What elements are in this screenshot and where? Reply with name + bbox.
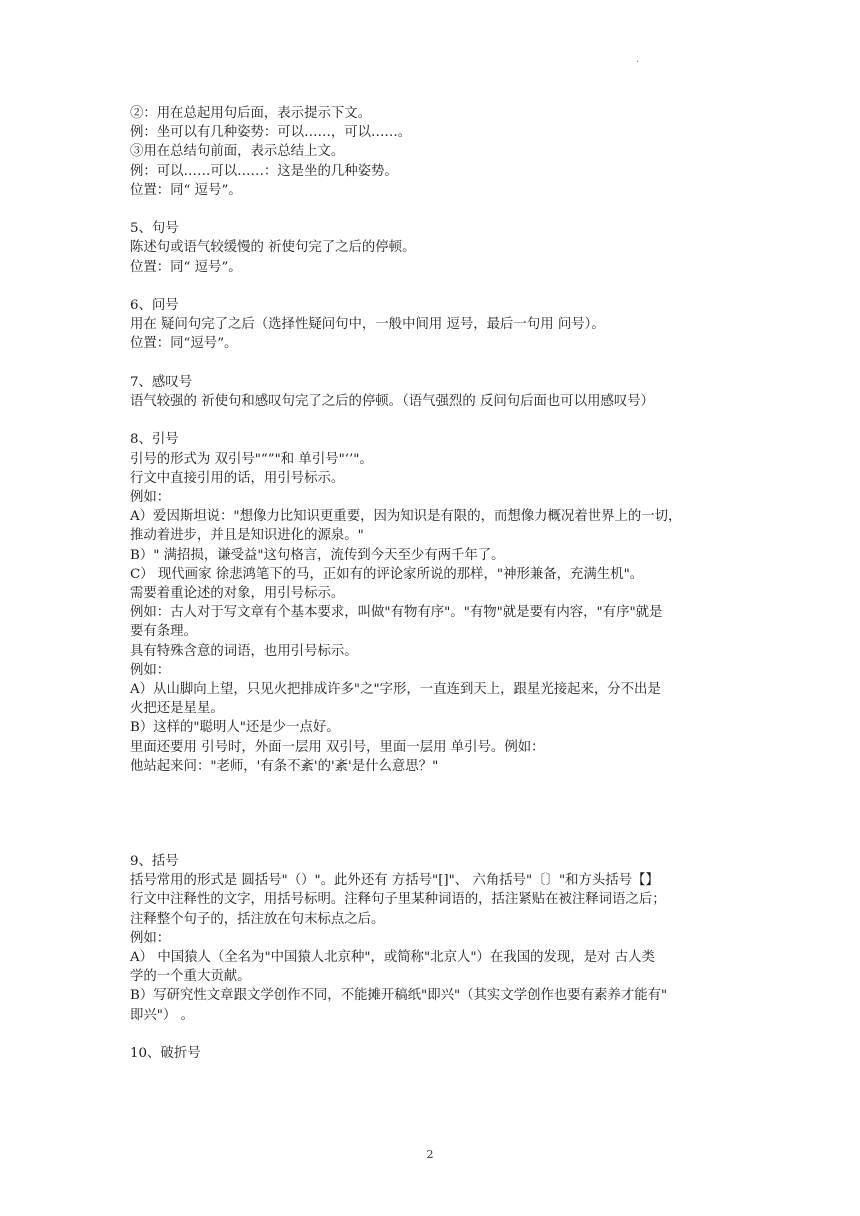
page-number: 2 — [426, 1148, 434, 1161]
text-line: B）写研究性文章跟文学创作不同，不能摊开稿纸"即兴"（其实文学创作也要有素养才能有" — [130, 988, 668, 1004]
section-title-brackets: 9、括号 — [130, 854, 179, 870]
text-line: 陈述句或语气较缓慢的 祈使句完了之后的停顿。 — [130, 240, 416, 256]
text-line: 行文中注释性的文字，用括号标明。注释句子里某种词语的，括注紧贴在被注释词语之后； — [130, 892, 666, 908]
text-line: ③用在总结句前面，表示总结上文。 — [130, 144, 345, 160]
text-line: 语气较强的 祈使句和感叹句完了之后的停顿。（语气强烈的 反问句后面也可以用感叹号） — [130, 394, 655, 409]
text-line: 例如： — [130, 662, 171, 678]
section-title-quotation-marks: 8、引号 — [130, 432, 179, 448]
text-line: 例如： — [130, 490, 171, 505]
text-line: 注释整个句子的，括注放在句末标点之后。 — [130, 911, 385, 927]
text-line: B）这样的"聪明人"还是少一点好。 — [130, 720, 340, 736]
page-marker: . — [636, 54, 640, 65]
section-title-dash: 10、破折号 — [130, 1046, 201, 1062]
text-line: 要有条理。 — [130, 624, 197, 640]
section-title-exclamation-mark: 7、感叹号 — [130, 374, 193, 390]
page-content — [130, 104, 730, 1063]
text-line: A） 中国猿人（全名为"中国猿人北京种"，或简称"北京人"）在我国的发现，是对 古人类 — [130, 950, 655, 966]
text-line: 里面还要用 引号时，外面一层用 双引号，里面一层用 单引号。例如： — [130, 739, 545, 755]
text-line: 位置：同“逗号”。 — [130, 336, 238, 352]
text-line: 例：可以……可以……：这是坐的几种姿势。 — [130, 163, 398, 179]
text-line: A）爱因斯坦说："想像力比知识更重要，因为知识是有限的，而想像力概况着世界上的一切， — [130, 509, 682, 525]
text-line: 推动着进步，并且是知识进化的源泉。" — [130, 528, 364, 544]
text-line: 括号常用的形式是 圆括号"（）"。此外还有 方括号"[]"、 六角括号"〔〕"和方头括号【】 — [130, 873, 659, 889]
text-line: A）从山脚向上望，只见火把排成许多"之"字形，一直连到天上，跟星光接起来，分不出是 — [130, 682, 661, 698]
text-line: 例如： — [130, 930, 171, 946]
text-line: 位置：同“ 逗号”。 — [130, 182, 242, 198]
text-line: ②：用在总起用句后面，表示提示下文。 — [130, 106, 372, 121]
section-title-question-mark: 6、问号 — [130, 298, 179, 313]
text-line: 火把还是星星。 — [130, 701, 224, 717]
text-line: C） 现代画家 徐悲鸿笔下的马，正如有的评论家所说的那样，"神形兼备，充满生机"。 — [130, 566, 644, 582]
text-line: 即兴"） 。 — [130, 1007, 194, 1023]
text-line: 他站起来问："老师，'有条不紊'的'紊'是什么意思？" — [130, 758, 439, 774]
text-line: 需要着重论述的对象，用引号标示。 — [130, 586, 345, 602]
text-line: 例：坐可以有几种姿势：可以……，可以……。 — [130, 125, 412, 141]
section-title-period: 5、句号 — [130, 221, 179, 237]
text-line: 用在 疑问句完了之后（选择性疑问句中，一般中间用 逗号，最后一句用 问号）。 — [130, 317, 605, 333]
text-line: 例如：古人对于写文章有个基本要求，叫做"有物有序"。"有物"就是要有内容，"有序"就是 — [130, 605, 663, 621]
text-line: 行文中直接引用的话，用引号标示。 — [130, 470, 345, 486]
text-line: B）" 满招损，谦受益"这句格言，流传到今天至少有两千年了。 — [130, 547, 505, 563]
text-line: 具有特殊含意的词语，也用引号标示。 — [130, 643, 358, 659]
text-line: 引号的形式为 双引号"“”"和 单引号"‘’"。 — [130, 451, 373, 467]
text-line: 学的一个重大贡献。 — [130, 969, 251, 985]
text-line: 位置：同“ 逗号”。 — [130, 259, 242, 275]
